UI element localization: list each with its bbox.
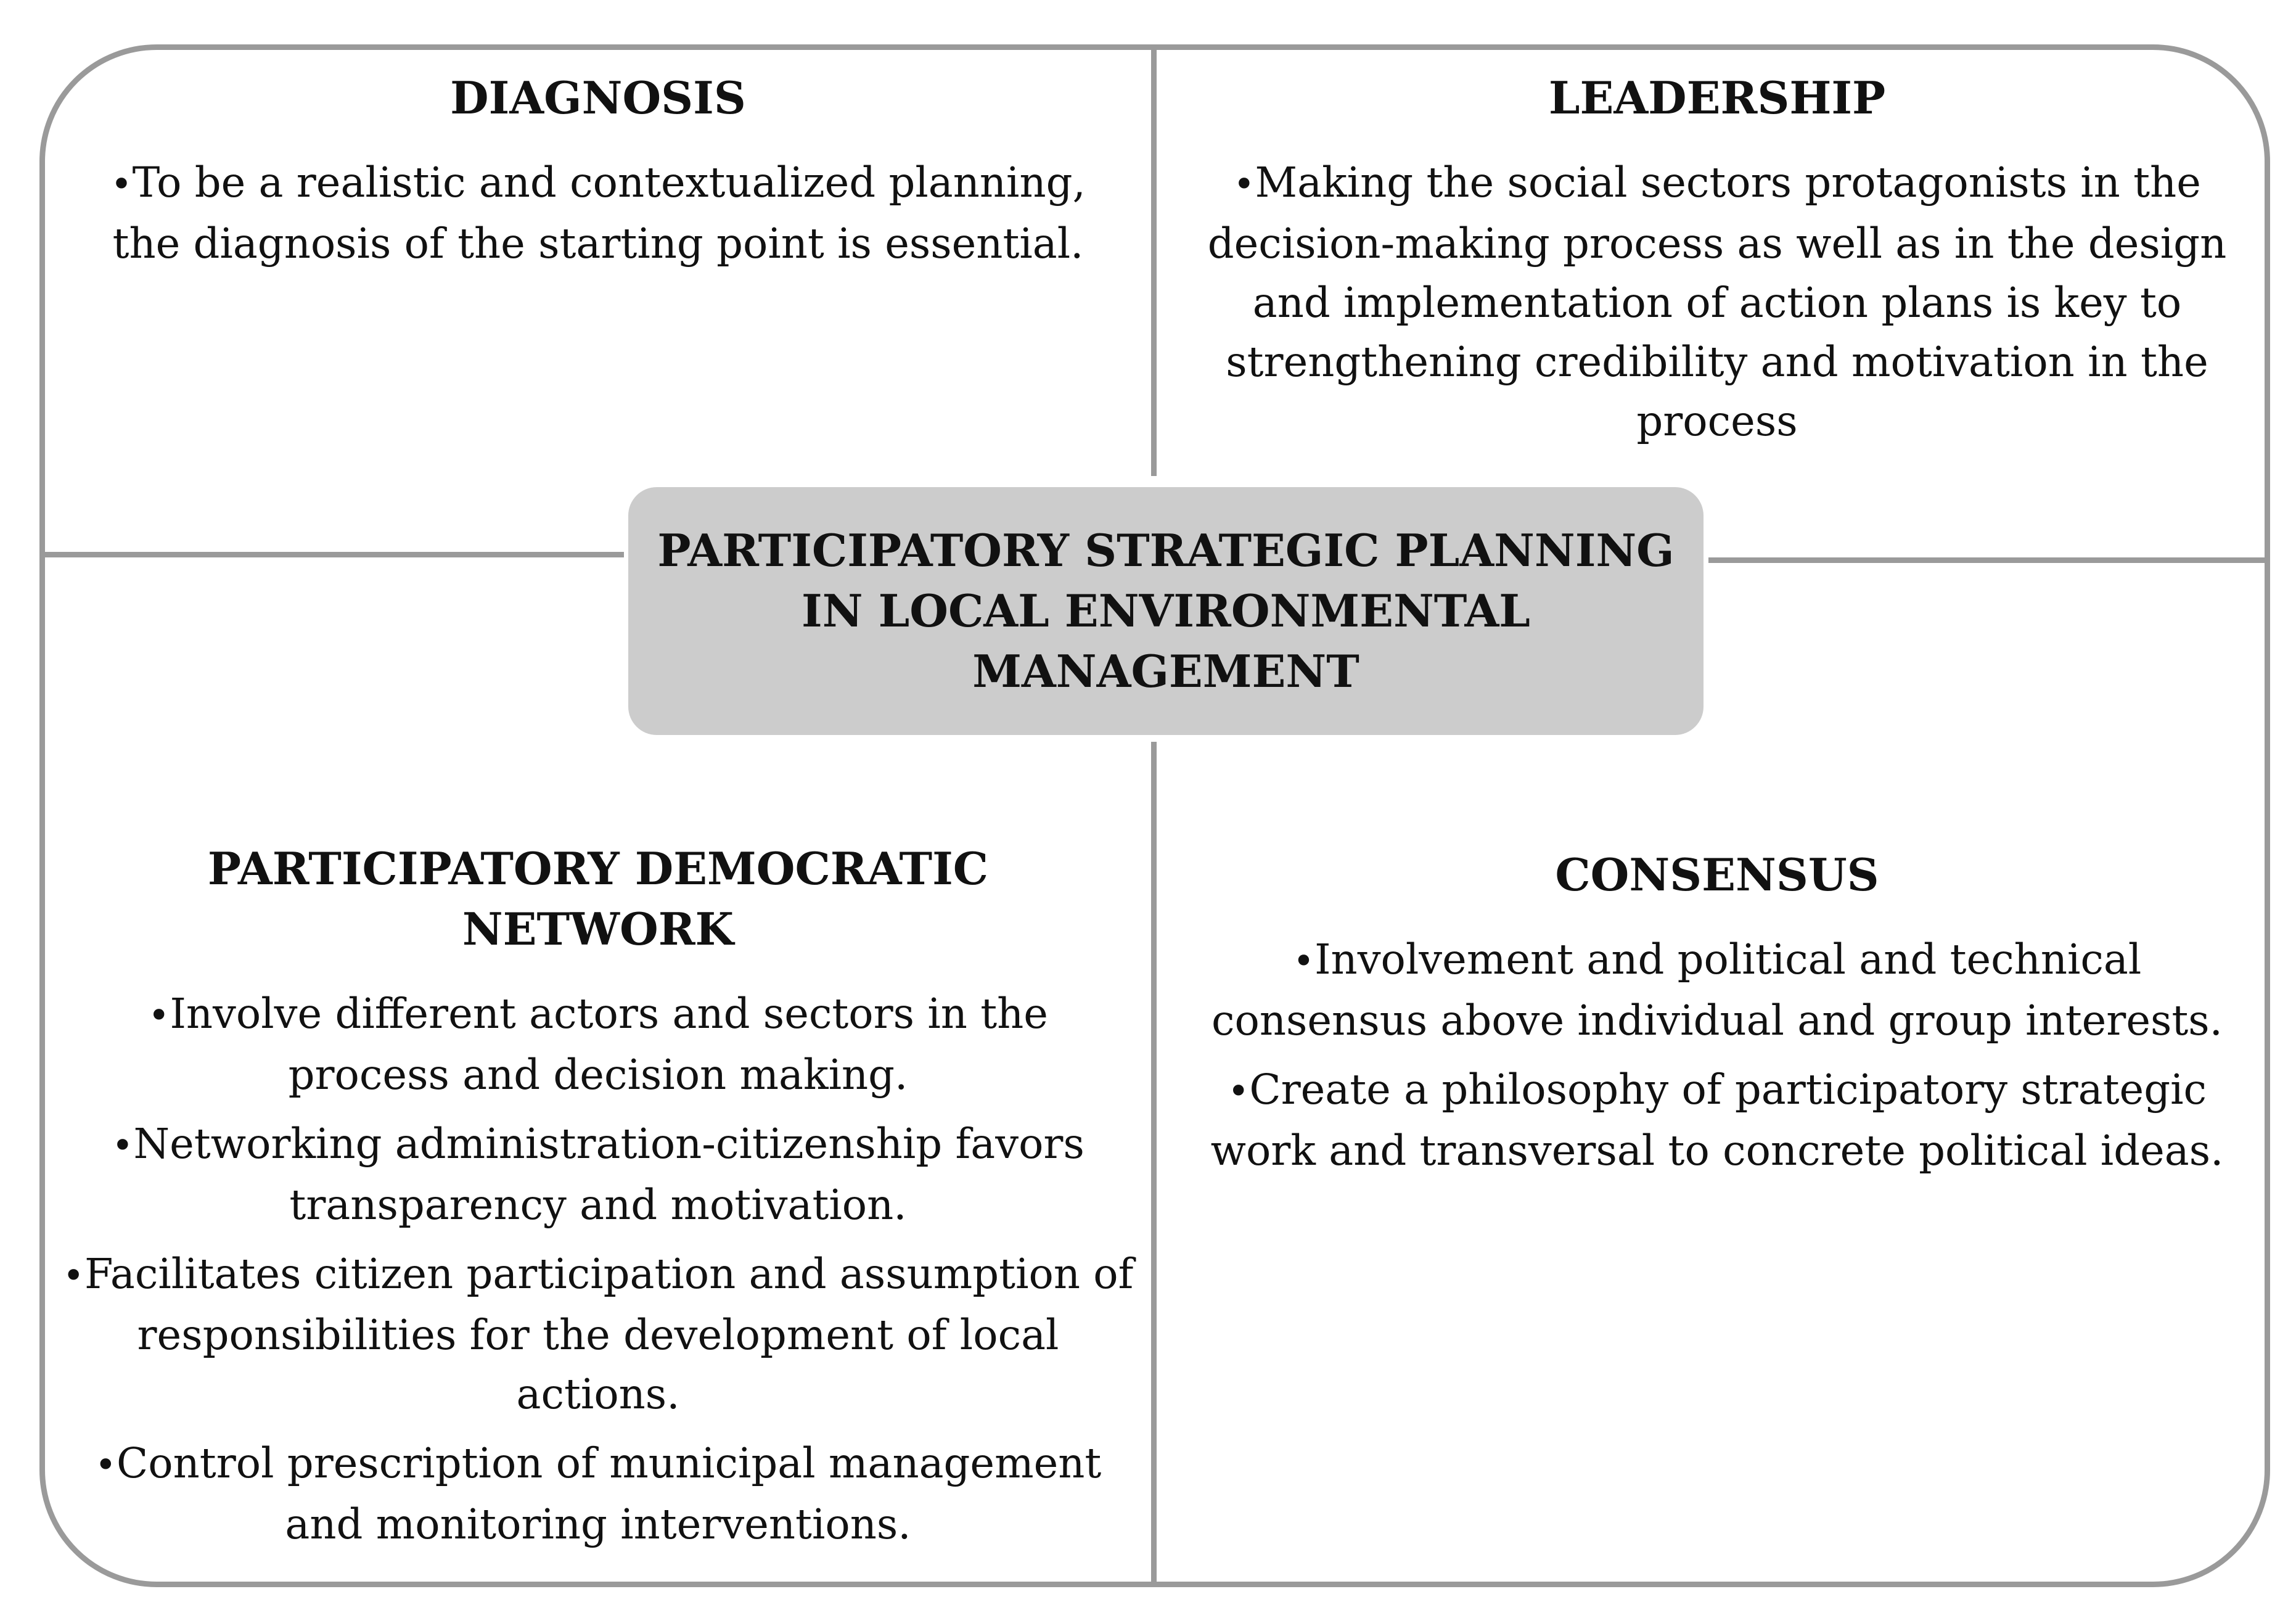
divider-horizontal-right [1708,557,2270,563]
leadership-bullet-text: Making the social sectors protagonists in the decision-making process as well as in the design and implementation of action plans is key to strengthening credibility and motivation in the process [1207,158,2227,445]
consensus-bullet [1190,1060,2244,1180]
central-title-line3: MANAGEMENT [972,645,1359,697]
divider-vertical-bottom [1151,742,1157,1587]
pdn-bullet-text: Control prescription of municipal management and monitoring interventions. [117,1439,1102,1548]
divider-horizontal-left [39,552,624,557]
pdn-bullet [62,1434,1134,1554]
pdn-title-line1: PARTICIPATORY DEMOCRATIC [207,842,989,895]
bullet-dot-icon: • [94,1443,117,1487]
bullet-dot-icon: • [1233,163,1255,206]
pdn-bullet-text: Networking administration-citizenship favors transparency and motivation. [133,1120,1084,1229]
pdn-bullet [62,1244,1134,1424]
bullet-dot-icon: • [1227,1070,1250,1113]
consensus-title: CONSENSUS [1555,848,1879,901]
bullet-dot-icon: • [110,163,133,206]
quadrant-consensus [1190,845,2244,1190]
leadership-bullet [1190,153,2244,451]
central-concept-title [657,520,1674,702]
diagnosis-bullet [74,153,1122,273]
diagnosis-bullet-text: To be a realistic and contextualized planning, the diagnosis of the starting point is essential. [112,158,1086,268]
central-title-line1: PARTICIPATORY STRATEGIC PLANNING [657,524,1675,577]
central-concept-box [628,487,1704,735]
consensus-bullet-text: Create a philosophy of participatory strategic work and transversal to concrete political ideas. [1210,1066,2224,1175]
consensus-bullet [1190,930,2244,1050]
diagnosis-title: DIAGNOSIS [450,72,746,124]
pdn-bullet-text: Involve different actors and sectors in the process and decision making. [170,990,1048,1099]
leadership-title: LEADERSHIP [1548,72,1886,124]
quadrant-participatory-democratic-network [62,839,1134,1564]
consensus-bullet-text: Involvement and political and technical consensus above individual and group interests. [1212,935,2223,1045]
pdn-bullet-text: Facilitates citizen participation and assumption of responsibilities for the development of local actions. [84,1250,1134,1418]
bullet-dot-icon: • [148,994,170,1037]
bullet-dot-icon: • [1292,940,1315,983]
divider-vertical-top [1151,44,1157,476]
bullet-dot-icon: • [112,1124,134,1167]
pdn-title-line2: NETWORK [462,903,734,955]
quadrant-leadership [1190,68,2244,461]
pdn-bullet [62,984,1134,1104]
quadrant-diagnosis [74,68,1122,283]
pdn-bullet [62,1114,1134,1234]
central-title-line2: IN LOCAL ENVIRONMENTAL [802,585,1530,637]
bullet-dot-icon: • [62,1254,84,1297]
pdn-title [62,839,1134,959]
